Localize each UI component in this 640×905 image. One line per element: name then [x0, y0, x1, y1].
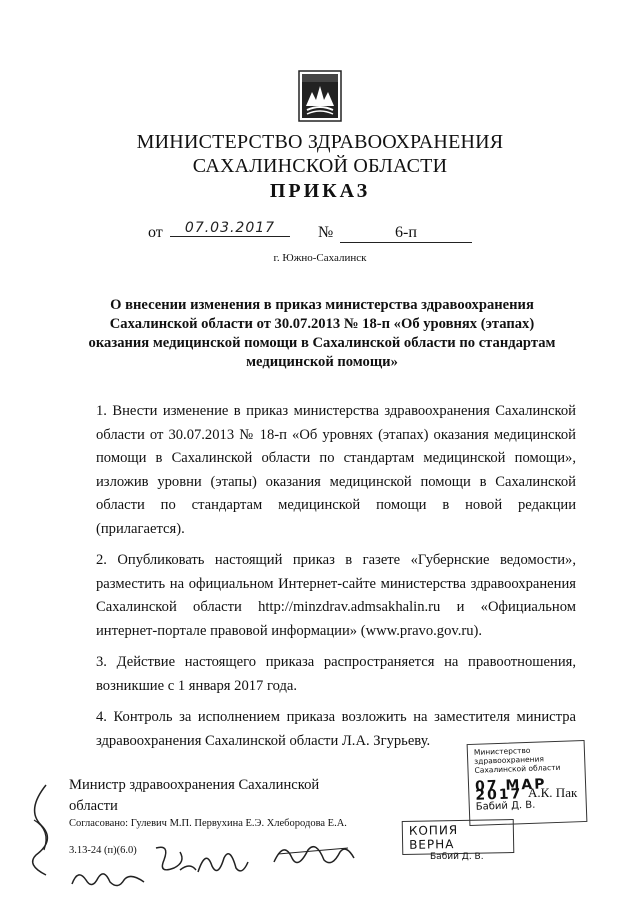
from-label: от [148, 224, 163, 241]
order-number: 6-п [340, 224, 472, 243]
order-body [96, 400, 576, 761]
order-date: 07.03.2017 [170, 220, 290, 237]
stamp-name: Бабий Д. В. [475, 799, 536, 813]
signature-scribble-4 [268, 836, 358, 872]
document-code: 3.13-24 (п)(6.0) [69, 845, 137, 856]
ministry-name-line1: МИНИСТЕРСТВО ЗДРАВООХРАНЕНИЯ [136, 131, 504, 153]
paragraph-4: 4. Контроль за исполнением приказа возложить на заместителя министра здравоохранения Сахалинской области Л.А. Згурьеву. [96, 709, 576, 749]
stamp-date: 07 МАР 2017 [474, 776, 547, 804]
paragraph-3: 3. Действие настоящего приказа распространяется на правоотношения, возникшие с 1 января 2017 года. [96, 654, 576, 694]
coat-of-arms-icon [298, 70, 342, 122]
signatory-title [69, 775, 319, 817]
signature-scribble-3 [192, 842, 252, 882]
agreed-list: Согласовано: Гулевич М.П. Первухина Е.Э. Хлебородова Е.А. [69, 818, 347, 829]
order-title: О внесении изменения в приказ министерства здравоохранения Сахалинской области от 30.07.2013 № 18-п «Об уровнях (этапах) оказания медицинской помощи в Сахалинской области по стандартам медицинской помощи» [88, 297, 556, 370]
stamp-line2: Сахалинской области [474, 762, 561, 775]
number-label: № [318, 224, 334, 241]
stamp-line1: Министерство здравоохранения [473, 745, 545, 766]
signatory-line1: Министр здравоохранения Сахалинской [69, 777, 320, 793]
signature-scribble-left [16, 780, 76, 880]
paragraph-1: 1. Внести изменение в приказ министерства здравоохранения Сахалинской области от 30.07.2013 № 18-п «Об уровнях (этапах) оказания медицинской помощи в Сахалинской области по стандартам медицинской помощи», изложив уровни (этапы) оказания медицинской помощи в Сахалинской области по стандартам медицинской помощи в новой редакции (прилагается). [96, 403, 576, 537]
signatory-line2: области [69, 798, 118, 814]
copy-stamp-name: Бабий Д. В. [430, 852, 484, 862]
copy-stamp: КОПИЯ ВЕРНА [402, 819, 515, 855]
signature-scribble-1 [68, 860, 148, 894]
paragraph-2: 2. Опубликовать настоящий приказ в газете «Губернские ведомости», разместить на официальном Интернет-сайте министерства здравоохранения Сахалинской области http://minzdrav.admsakhalin.ru и «Официальном интернет-портале правовой информации» (www.pravo.gov.ru). [96, 552, 576, 639]
city: г. Южно-Сахалинск [273, 252, 367, 264]
ministry-name-line2: САХАЛИНСКОЙ ОБЛАСТИ [192, 155, 448, 177]
registration-stamp [467, 740, 588, 826]
signatory-name: А.К. Пак [528, 785, 578, 800]
document-type: ПРИКАЗ [269, 180, 371, 202]
